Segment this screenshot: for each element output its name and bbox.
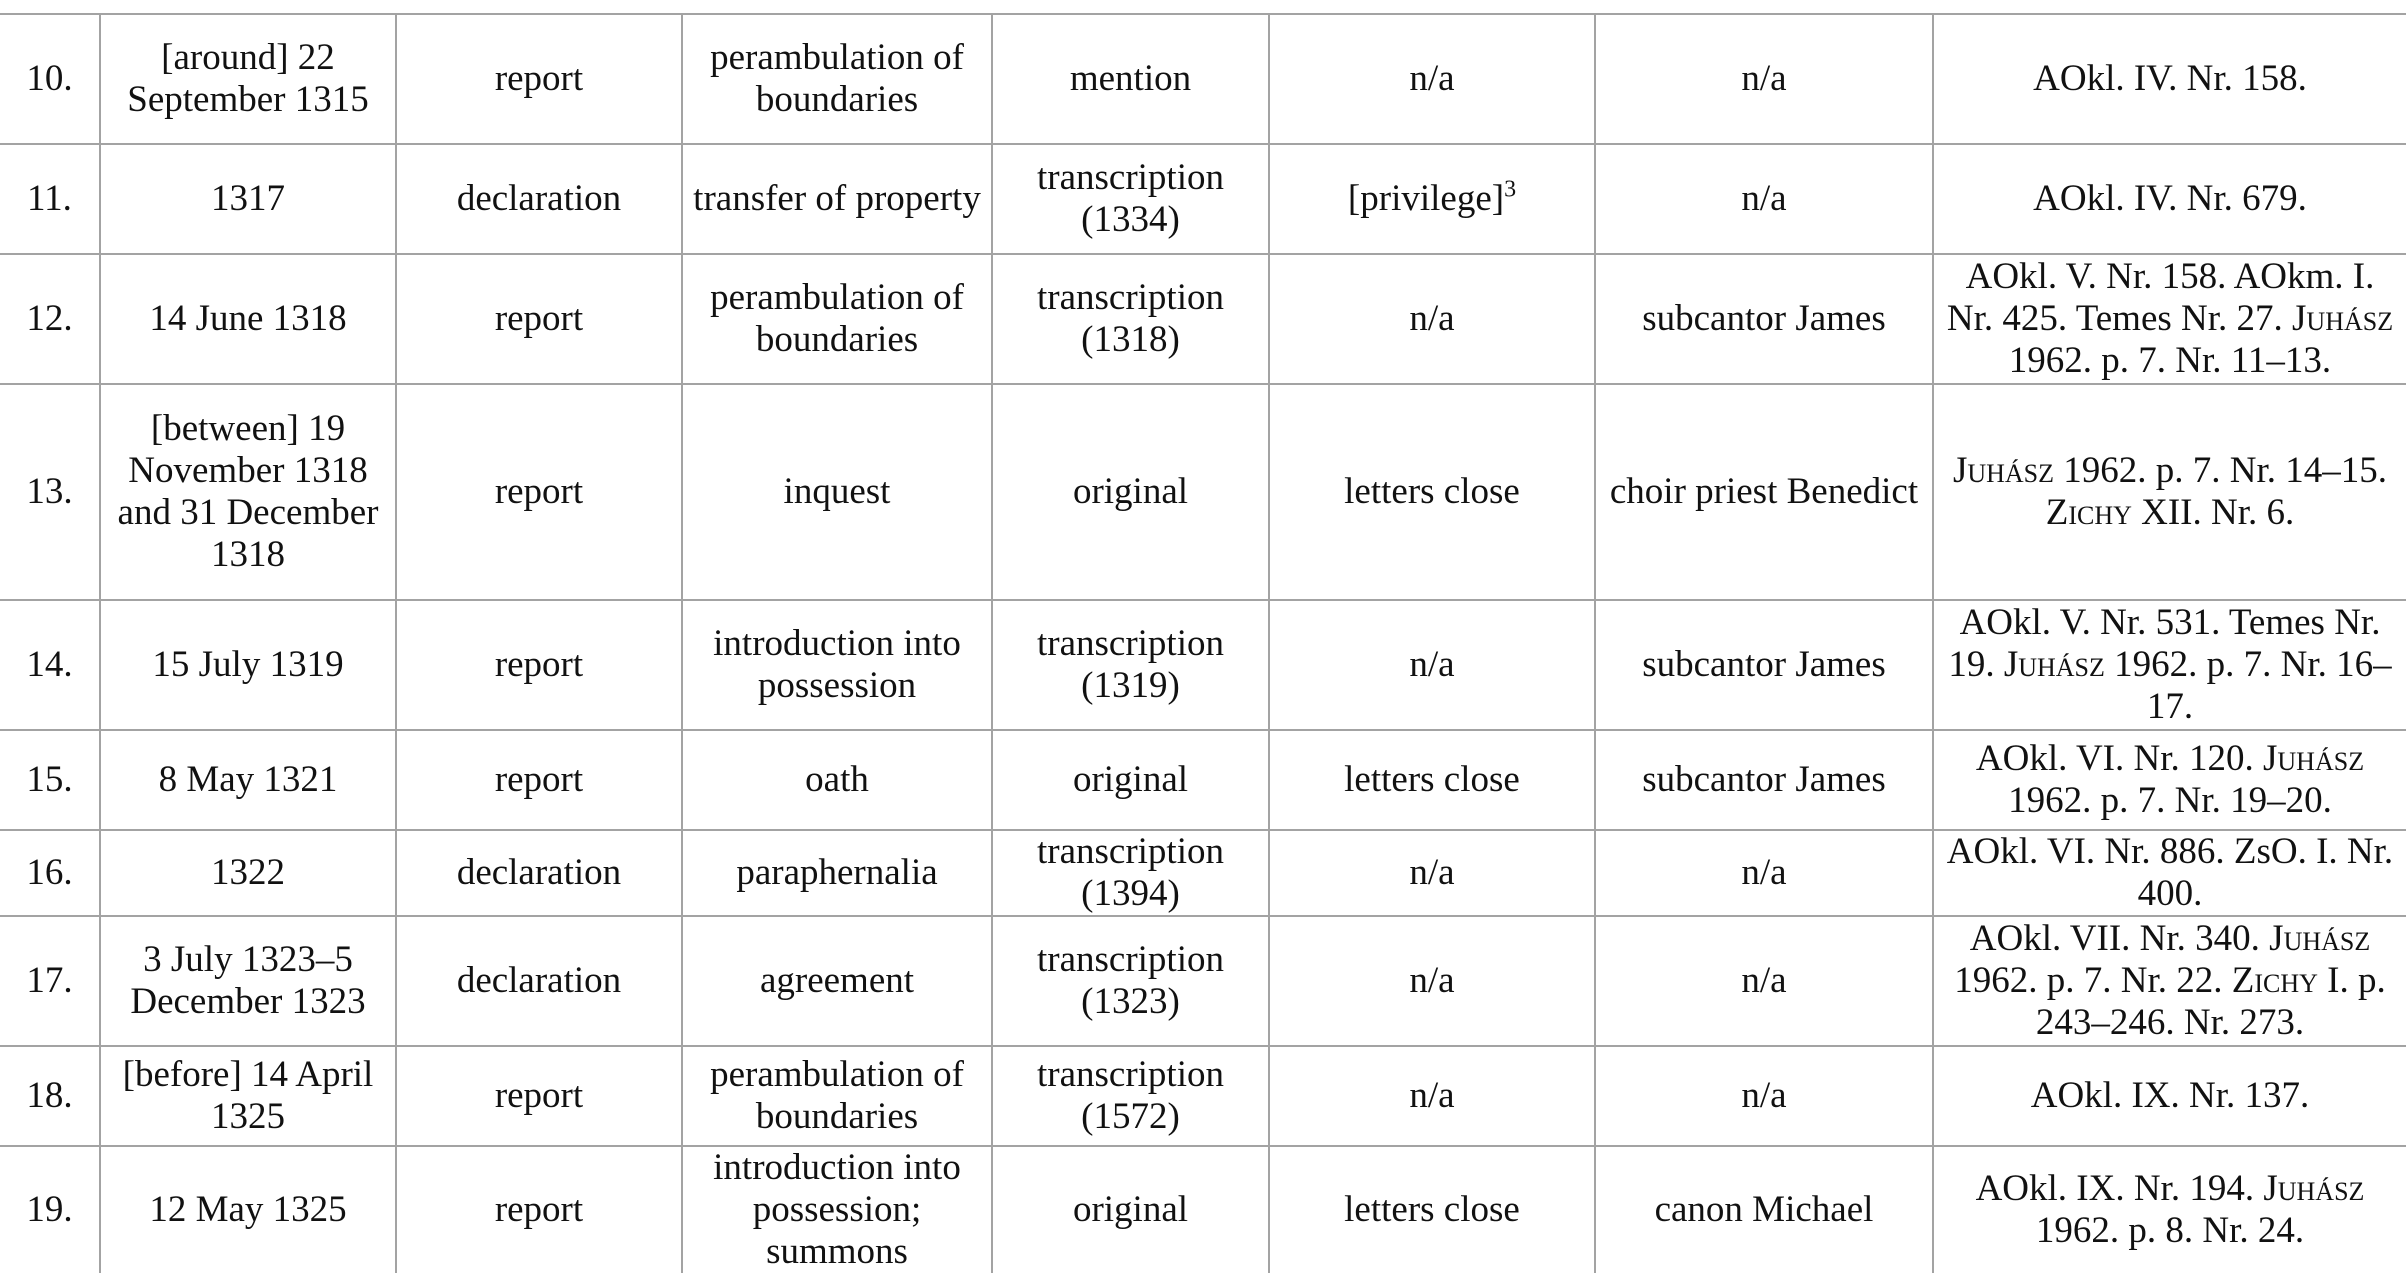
- issuer-text: canon Michael: [1654, 1189, 1874, 1230]
- legal-subject-cell: [682, 254, 992, 384]
- sealing-cell: [1269, 916, 1595, 1046]
- reference-text: XII. Nr. 6.: [2131, 492, 2295, 533]
- tradition-form-cell: [992, 830, 1269, 916]
- document-type-text: report: [494, 644, 584, 685]
- entry-number-cell: [0, 830, 100, 916]
- document-type-text: declaration: [456, 852, 622, 893]
- charter-table-body: [0, 14, 2406, 1273]
- sealing-text: n/a: [1409, 852, 1455, 893]
- legal-subject-text: transfer of property: [693, 178, 981, 219]
- references-cell: [1933, 14, 2406, 144]
- reference-text: AOkl. V. Nr. 531. Temes Nr. 19.: [1948, 602, 2381, 685]
- date-cell: [100, 830, 396, 916]
- issuer-cell: [1595, 144, 1933, 254]
- sealing-text: n/a: [1409, 960, 1455, 1001]
- table-row: [0, 1046, 2406, 1146]
- date-text: 8 May 1321: [158, 759, 338, 800]
- table-row: [0, 830, 2406, 916]
- date-cell: [100, 14, 396, 144]
- references-cell: [1933, 916, 2406, 1046]
- sealing-text: n/a: [1409, 58, 1455, 99]
- document-type-cell: [396, 916, 682, 1046]
- date-text: [between] 19 November 1318 and 31 December 1318: [117, 408, 379, 575]
- tradition-form-text: mention: [1069, 58, 1192, 99]
- entry-number-cell: [0, 730, 100, 830]
- document-type-text: report: [494, 58, 584, 99]
- reference-text: AOkl. VI. Nr. 120.: [1975, 738, 2263, 779]
- tradition-form-text: original: [1072, 471, 1189, 512]
- issuer-text: n/a: [1741, 58, 1787, 99]
- sealing-cell: [1269, 254, 1595, 384]
- entry-number-cell: [0, 254, 100, 384]
- references-cell: [1933, 600, 2406, 730]
- table-row: [0, 600, 2406, 730]
- tradition-form-text: transcription (1394): [1036, 831, 1224, 914]
- issuer-text: n/a: [1741, 1075, 1787, 1116]
- date-text: 3 July 1323–5 December 1323: [130, 939, 366, 1022]
- date-cell: [100, 1046, 396, 1146]
- sealing-text: n/a: [1409, 298, 1455, 339]
- date-text: [around] 22 September 1315: [127, 37, 369, 120]
- reference-text: 1962. p. 7. Nr. 19–20.: [2008, 780, 2332, 821]
- issuer-cell: [1595, 254, 1933, 384]
- legal-subject-cell: [682, 384, 992, 600]
- legal-subject-text: introduction into possession; summons: [713, 1147, 961, 1272]
- entry-number-cell: [0, 384, 100, 600]
- entry-number-text: 18.: [26, 1075, 73, 1116]
- date-text: 1322: [211, 852, 285, 893]
- issuer-text: subcantor James: [1642, 759, 1886, 800]
- document-type-text: declaration: [456, 178, 622, 219]
- author-name-smallcaps: Juhász: [1952, 450, 2055, 491]
- legal-subject-cell: [682, 916, 992, 1046]
- reference-text: 1962. p. 8. Nr. 24.: [2035, 1210, 2305, 1251]
- date-cell: [100, 384, 396, 600]
- tradition-form-text: original: [1072, 759, 1189, 800]
- author-name-smallcaps: Zichy: [2231, 960, 2318, 1001]
- table-row: [0, 730, 2406, 830]
- issuer-text: subcantor James: [1642, 644, 1886, 685]
- sealing-text: [privilege]: [1347, 178, 1505, 219]
- table-row: [0, 384, 2406, 600]
- issuer-cell: [1595, 1146, 1933, 1273]
- charter-table: [0, 13, 2406, 1273]
- entry-number-cell: [0, 144, 100, 254]
- tradition-form-text: transcription (1572): [1036, 1054, 1224, 1137]
- date-text: 12 May 1325: [149, 1189, 347, 1230]
- reference-text: AOkl. IX. Nr. 137.: [2030, 1075, 2310, 1116]
- table-row: [0, 916, 2406, 1046]
- entry-number-cell: [0, 600, 100, 730]
- reference-text: I. p. 243–246. Nr. 273.: [2035, 960, 2386, 1043]
- author-name-smallcaps: Juhász: [2263, 1168, 2365, 1209]
- document-type-text: report: [494, 759, 584, 800]
- tradition-form-cell: [992, 14, 1269, 144]
- issuer-cell: [1595, 916, 1933, 1046]
- reference-text: AOkl. VI. Nr. 886. ZsO. I. Nr. 400.: [1946, 831, 2394, 914]
- entry-number-text: 10.: [26, 58, 73, 99]
- sealing-text: letters close: [1344, 1189, 1520, 1230]
- entry-number-text: 15.: [26, 759, 73, 800]
- table-row: [0, 254, 2406, 384]
- tradition-form-cell: [992, 600, 1269, 730]
- document-type-text: report: [494, 1189, 584, 1230]
- entry-number-text: 17.: [26, 960, 73, 1001]
- legal-subject-text: agreement: [759, 960, 915, 1001]
- sealing-text: letters close: [1344, 471, 1520, 512]
- reference-text: 1962. p. 7. Nr. 11–13.: [2008, 340, 2332, 381]
- entry-number-text: 16.: [26, 852, 73, 893]
- author-name-smallcaps: Juhász: [2292, 298, 2394, 339]
- document-type-cell: [396, 254, 682, 384]
- reference-text: 1962. p. 7. Nr. 16–17.: [2104, 644, 2392, 727]
- reference-text: 1962. p. 7. Nr. 14–15.: [2054, 450, 2388, 491]
- entry-number-cell: [0, 1046, 100, 1146]
- issuer-text: choir priest Benedict: [1609, 471, 1919, 512]
- author-name-smallcaps: Juhász: [2269, 918, 2371, 959]
- reference-text: AOkl. IX. Nr. 194.: [1975, 1168, 2264, 1209]
- entry-number-text: 12.: [26, 298, 73, 339]
- tradition-form-cell: [992, 1046, 1269, 1146]
- document-type-cell: [396, 600, 682, 730]
- references-cell: [1933, 1046, 2406, 1146]
- document-type-text: report: [494, 298, 584, 339]
- footnote-marker: 3: [1504, 176, 1517, 203]
- legal-subject-cell: [682, 1146, 992, 1273]
- tradition-form-text: transcription (1334): [1036, 157, 1224, 240]
- document-type-text: declaration: [456, 960, 622, 1001]
- document-type-cell: [396, 830, 682, 916]
- tradition-form-cell: [992, 144, 1269, 254]
- document-type-cell: [396, 1146, 682, 1273]
- tradition-form-cell: [992, 916, 1269, 1046]
- entry-number-text: 14.: [26, 644, 73, 685]
- date-text: 15 July 1319: [152, 644, 344, 685]
- author-name-smallcaps: Juhász: [2003, 644, 2105, 685]
- legal-subject-text: perambulation of boundaries: [710, 37, 964, 120]
- date-cell: [100, 254, 396, 384]
- issuer-cell: [1595, 384, 1933, 600]
- date-text: 1317: [211, 178, 285, 219]
- tradition-form-cell: [992, 384, 1269, 600]
- author-name-smallcaps: Zichy: [2045, 492, 2132, 533]
- sealing-text: n/a: [1409, 1075, 1455, 1116]
- legal-subject-cell: [682, 1046, 992, 1146]
- sealing-cell: [1269, 600, 1595, 730]
- reference-text: AOkl. V. Nr. 158. AOkm. I. Nr. 425. Temes Nr. 27.: [1946, 256, 2375, 339]
- date-cell: [100, 730, 396, 830]
- table-row: [0, 1146, 2406, 1273]
- issuer-cell: [1595, 830, 1933, 916]
- document-type-text: report: [494, 471, 584, 512]
- document-type-cell: [396, 1046, 682, 1146]
- tradition-form-text: transcription (1318): [1036, 277, 1224, 360]
- issuer-text: n/a: [1741, 852, 1787, 893]
- date-text: 14 June 1318: [149, 298, 347, 339]
- tradition-form-text: original: [1072, 1189, 1189, 1230]
- reference-text: AOkl. IV. Nr. 158.: [2033, 58, 2307, 99]
- legal-subject-text: paraphernalia: [736, 852, 938, 893]
- issuer-cell: [1595, 600, 1933, 730]
- sealing-cell: [1269, 144, 1595, 254]
- legal-subject-cell: [682, 730, 992, 830]
- issuer-text: n/a: [1741, 178, 1787, 219]
- issuer-cell: [1595, 1046, 1933, 1146]
- entry-number-text: 19.: [26, 1189, 73, 1230]
- issuer-text: subcantor James: [1642, 298, 1886, 339]
- references-cell: [1933, 384, 2406, 600]
- author-name-smallcaps: Juhász: [2263, 738, 2365, 779]
- entry-number-cell: [0, 916, 100, 1046]
- reference-text: AOkl. VII. Nr. 340.: [1969, 918, 2270, 959]
- document-type-cell: [396, 730, 682, 830]
- tradition-form-text: transcription (1323): [1036, 939, 1224, 1022]
- date-cell: [100, 600, 396, 730]
- tradition-form-cell: [992, 254, 1269, 384]
- references-cell: [1933, 1146, 2406, 1273]
- date-text: [before] 14 April 1325: [122, 1054, 374, 1137]
- tradition-form-text: transcription (1319): [1036, 623, 1224, 706]
- references-cell: [1933, 730, 2406, 830]
- issuer-cell: [1595, 730, 1933, 830]
- date-cell: [100, 1146, 396, 1273]
- legal-subject-cell: [682, 14, 992, 144]
- reference-text: AOkl. IV. Nr. 679.: [2033, 178, 2307, 219]
- sealing-cell: [1269, 830, 1595, 916]
- entry-number-text: 13.: [26, 471, 73, 512]
- sealing-cell: [1269, 14, 1595, 144]
- legal-subject-cell: [682, 600, 992, 730]
- legal-subject-text: oath: [805, 759, 869, 800]
- issuer-cell: [1595, 14, 1933, 144]
- legal-subject-text: perambulation of boundaries: [710, 277, 964, 360]
- references-cell: [1933, 254, 2406, 384]
- entry-number-cell: [0, 14, 100, 144]
- date-cell: [100, 916, 396, 1046]
- sealing-cell: [1269, 384, 1595, 600]
- legal-subject-cell: [682, 144, 992, 254]
- reference-text: 1962. p. 7. Nr. 22.: [1954, 960, 2232, 1001]
- document-type-cell: [396, 384, 682, 600]
- sealing-cell: [1269, 730, 1595, 830]
- legal-subject-text: introduction into possession: [713, 623, 961, 706]
- legal-subject-text: perambulation of boundaries: [710, 1054, 964, 1137]
- entry-number-cell: [0, 1146, 100, 1273]
- legal-subject-cell: [682, 830, 992, 916]
- entry-number-text: 11.: [27, 178, 72, 219]
- document-type-text: report: [494, 1075, 584, 1116]
- references-cell: [1933, 830, 2406, 916]
- document-type-cell: [396, 144, 682, 254]
- references-cell: [1933, 144, 2406, 254]
- tradition-form-cell: [992, 1146, 1269, 1273]
- sealing-text: letters close: [1344, 759, 1520, 800]
- legal-subject-text: inquest: [783, 471, 891, 512]
- tradition-form-cell: [992, 730, 1269, 830]
- table-row: [0, 14, 2406, 144]
- sealing-text: n/a: [1409, 644, 1455, 685]
- issuer-text: n/a: [1741, 960, 1787, 1001]
- date-cell: [100, 144, 396, 254]
- table-row: [0, 144, 2406, 254]
- sealing-cell: [1269, 1046, 1595, 1146]
- sealing-cell: [1269, 1146, 1595, 1273]
- document-type-cell: [396, 14, 682, 144]
